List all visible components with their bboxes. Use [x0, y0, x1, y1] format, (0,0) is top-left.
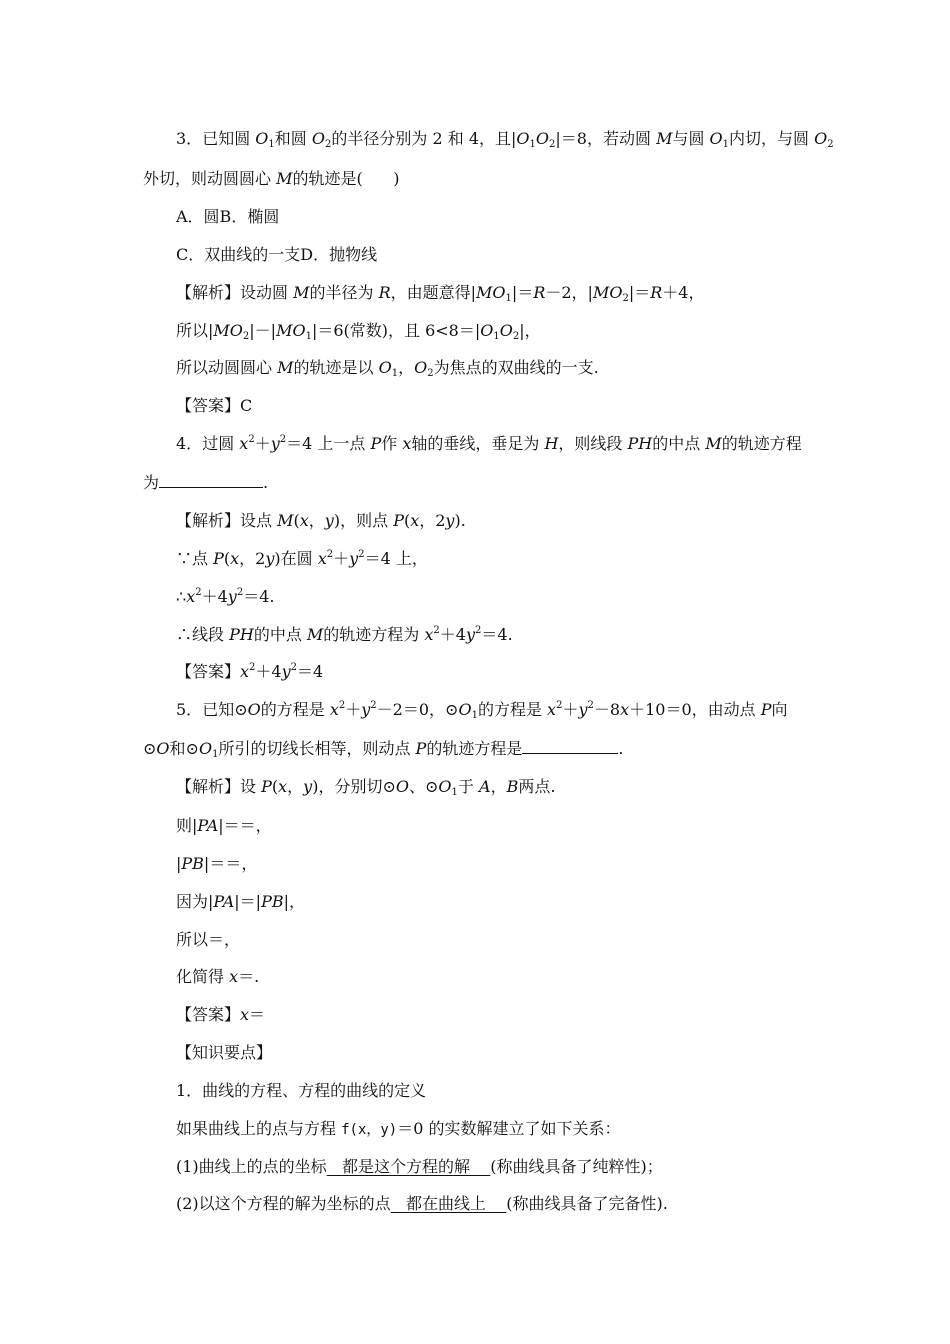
q3-answer: 【答案】C: [176, 396, 253, 415]
q5-analysis-line3: |PB|＝＝，: [176, 854, 258, 873]
q4-analysis-line1: 【解析】设点 M(x，y)，则点 P(x，2y).: [176, 511, 466, 530]
q5-analysis-line1: 【解析】设 P(x，y)，分别切⊙O、$⊙O_1$于 A，B两点.: [176, 777, 556, 798]
q4-analysis-line2: ∵点 P(x，2y)在圆 $x^2+y^2=4$ 上，: [176, 549, 428, 568]
answer-blank: [522, 739, 618, 754]
fill-answer-2: 都在曲线上: [405, 1194, 486, 1213]
q3-analysis-line2: 所以$|MO_2|-|MO_1|=6$(常数)，且 $6<8=|O_1O_2|$，: [176, 321, 541, 342]
q4-stem-line1: 4．过圆 $x^2+y^2=4$ 上一点 P作 x轴的垂线，垂足为 H，则线段 PH的中点 M的轨迹方程: [176, 434, 802, 453]
q4-answer: 【答案】$x^2+4y^2=4$: [176, 662, 324, 681]
q3-options-ab: A．圆B．椭圆: [176, 207, 280, 226]
q4-stem-line2: 为 .: [143, 473, 269, 492]
q5-analysis-line5: 所以＝，: [176, 930, 241, 949]
knowledge-intro: 如果曲线上的点与方程 f(x，y)＝0 的实数解建立了如下关系：: [176, 1119, 621, 1138]
q3-analysis-line1: 【解析】设动圆 M的半径为 R，由题意得$|MO_1|=R-2$，$|MO_2|=R+4$，: [176, 283, 705, 304]
knowledge-condition-1: (1)曲线上的点的坐标 都是这个方程的解 (称曲线具备了纯粹性)；: [176, 1157, 663, 1176]
answer-blank: [159, 473, 263, 488]
knowledge-heading: 【知识要点】: [176, 1043, 273, 1062]
q5-answer: 【答案】x＝: [176, 1005, 266, 1024]
q5-stem-line1: 5．已知⊙O的方程是 $x^2+y^2-2=0$，$⊙O_1$的方程是 $x^2+y^2-8x+10=0$，由动点 P向: [176, 700, 788, 721]
q5-analysis-line4: 因为|PA|＝|PB|，: [176, 892, 305, 911]
knowledge-condition-2: (2)以这个方程的解为坐标的点 都在曲线上 (称曲线具备了完备性).: [176, 1194, 668, 1213]
q3-analysis-line3: 所以动圆圆心 M的轨迹是以 $O_1$，$O_2$为焦点的双曲线的一支.: [176, 358, 599, 379]
knowledge-item1-title: 1．曲线的方程、方程的曲线的定义: [176, 1081, 427, 1100]
q5-stem-line2: ⊙O和$⊙O_1$所引的切线长相等，则动点 P的轨迹方程是 .: [143, 739, 624, 760]
q4-analysis-line3: $\therefore x^2+4y^2=4$.: [176, 587, 275, 606]
q4-analysis-line4: ∴线段 PH的中点 M的轨迹方程为 $x^2+4y^2=4$.: [176, 625, 513, 644]
q3-stem-line1: 3．已知圆 $O_1$和圆 $O_2$的半径分别为 2 和 4，且$|O_1O_2|=8$，若动圆 M与圆 $O_1$内切，与圆 $O_2$: [176, 129, 834, 150]
q5-analysis-line6: 化简得 x＝.: [176, 967, 260, 986]
q3-stem-line2: 外切，则动圆圆心 M的轨迹是( ): [143, 169, 400, 188]
fill-answer-1: 都是这个方程的解: [341, 1157, 470, 1176]
q3-options-cd: C．双曲线的一支D．抛物线: [176, 245, 378, 264]
q5-analysis-line2: 则|PA|＝＝，: [176, 816, 272, 835]
